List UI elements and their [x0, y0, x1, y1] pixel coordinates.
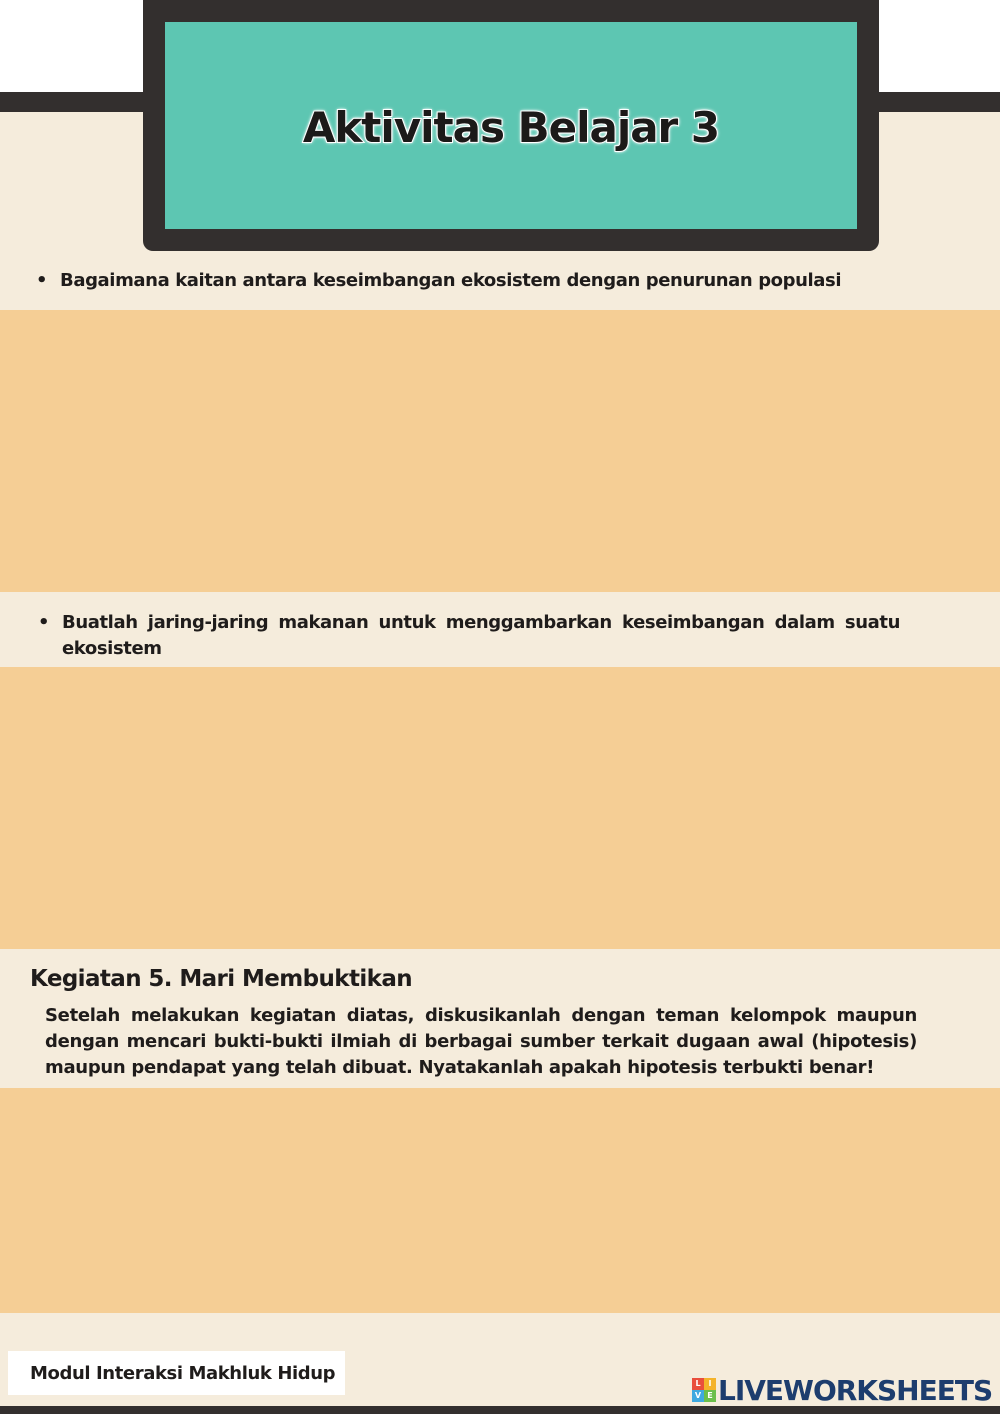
bottom-dark-stripe: [0, 1406, 1000, 1414]
question-2-text: Buatlah jaring-jaring makanan untuk menggambarkan keseimbangan dalam suatu ekosistem: [62, 612, 900, 659]
question-1-text: Bagaimana kaitan antara keseimbangan ekosistem dengan penurunan populasi: [60, 270, 842, 291]
liveworksheets-logo: [692, 1373, 992, 1407]
title-banner: [143, 0, 879, 251]
liveworksheets-logo-icon: L I V E: [692, 1378, 716, 1402]
question-1: [36, 270, 940, 291]
bullet-icon: •: [36, 270, 48, 291]
page-title: Aktivitas Belajar 3: [302, 103, 720, 152]
module-label: Modul Interaksi Makhluk Hidup: [30, 1362, 336, 1384]
activity-instructions: Setelah melakukan kegiatan diatas, diskusikanlah dengan teman kelompok maupun dengan mencari bukti-bukti ilmiah di berbagai sumber terkait dugaan awal (hipotesis) maupun pendapat yang telah dibuat. Nyatakanlah apakah hipotesis terbukti benar!: [45, 1005, 917, 1078]
answer-area-1[interactable]: [0, 310, 1000, 592]
title-banner-panel: [165, 22, 857, 229]
brand-name: LIVEWORKSHEETS: [718, 1373, 993, 1407]
question-2: [38, 610, 900, 662]
bullet-icon: •: [38, 612, 50, 633]
activity-heading: Kegiatan 5. Mari Membuktikan: [30, 966, 413, 992]
answer-area-3[interactable]: [0, 1088, 1000, 1313]
footer-module-box: [8, 1351, 345, 1395]
answer-area-2[interactable]: [0, 667, 1000, 949]
